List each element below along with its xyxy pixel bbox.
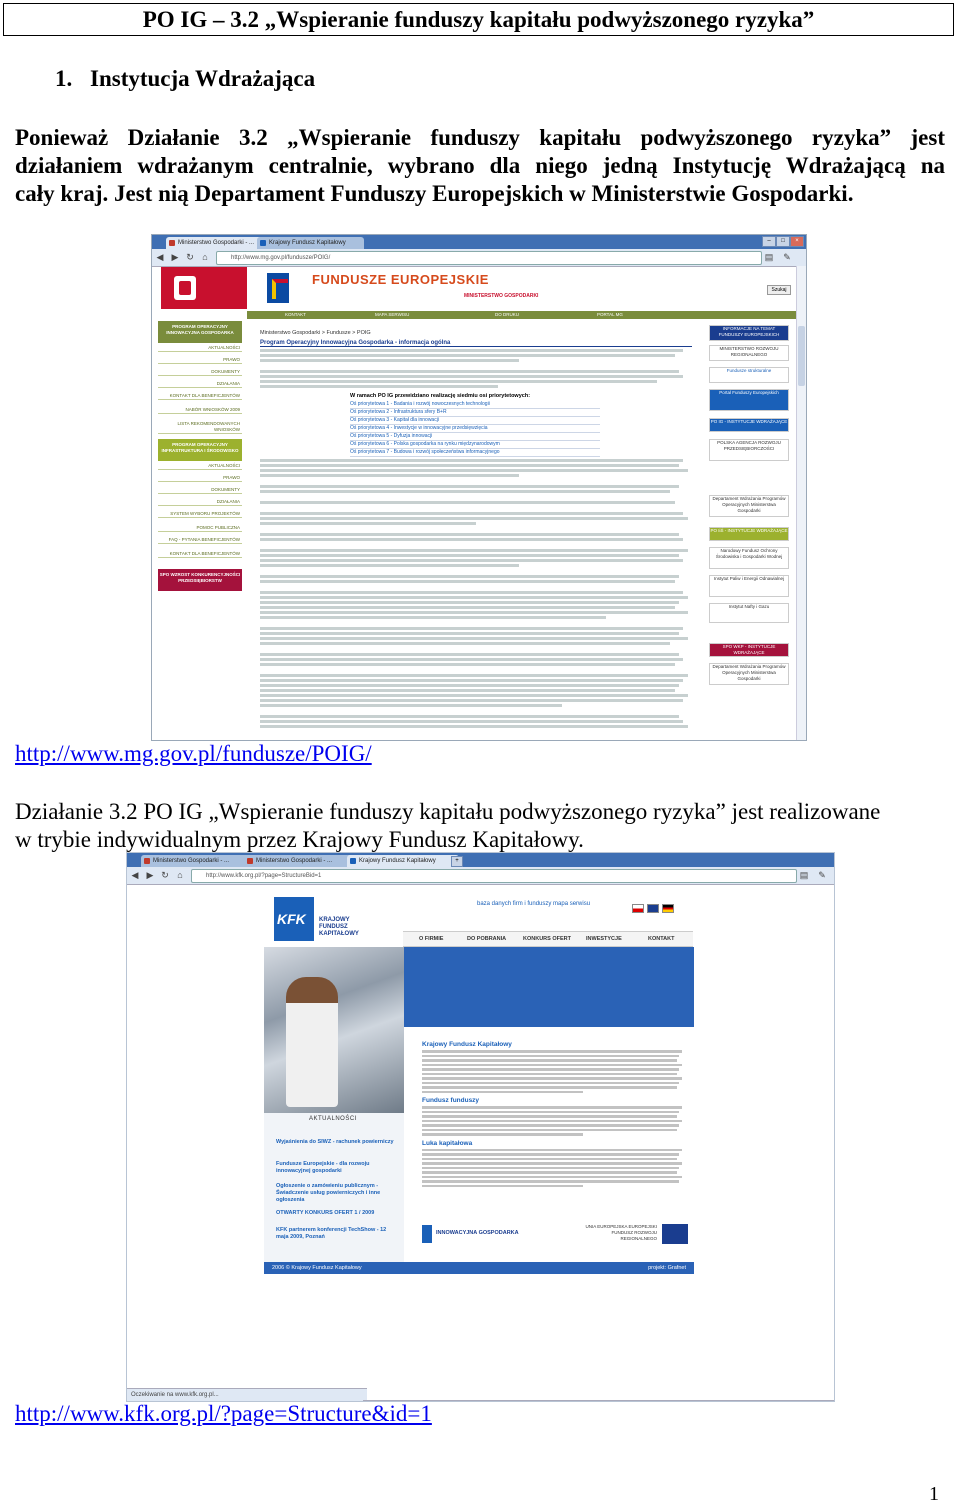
sidebar-banner[interactable]: Portal Funduszy Europejskich	[709, 389, 789, 411]
menu-item-investments[interactable]: INWESTYCJE	[586, 936, 622, 942]
kfk-content	[422, 1037, 690, 1189]
priority-link[interactable]: Oś priorytetowa 5 - Dyfuzja innowacji	[350, 433, 600, 441]
sidebar-banner[interactable]: POLSKA AGENCJA ROZWOJU PRZEDSIĘBIORCZOŚCI	[709, 439, 789, 461]
sidebar-item[interactable]: KONTAKT DLA BENEFICJENTÓW	[158, 551, 242, 558]
right-sidebar	[709, 325, 789, 740]
content-section-heading: Luka kapitałowa	[422, 1139, 473, 1147]
new-tab-icon[interactable]: +	[451, 856, 463, 867]
paragraph-line: w trybie indywidualnym przez Krajowy Fundusz Kapitałowy.	[15, 827, 584, 852]
browser-tab-bar	[152, 235, 806, 249]
language-flags	[632, 900, 677, 918]
menu-item-sitemap[interactable]: MAPA SERWISU	[375, 312, 410, 317]
kfk-footer	[264, 1262, 694, 1274]
browser-tab-bar	[127, 853, 834, 867]
sidebar-banner[interactable]: Instytut Nafty i Gazu	[709, 603, 789, 623]
top-menu	[247, 311, 797, 319]
browser-tab[interactable]: Ministerstwo Gospodarki - ...	[166, 237, 266, 249]
paragraph-kfk	[15, 798, 945, 854]
sidebar-item[interactable]: KONTAKT DLA BENEFICJENTÓW	[158, 393, 242, 400]
scrollbar[interactable]	[796, 266, 806, 740]
forward-icon[interactable]: ▶	[171, 252, 179, 262]
logo-left-text: INNOWACYJNA GOSPODARKA	[436, 1230, 519, 1236]
favicon-icon	[144, 858, 150, 864]
wrench-icon[interactable]: ✎	[818, 870, 826, 880]
sidebar-item[interactable]: PRAWO	[158, 475, 242, 482]
hero-banner	[404, 947, 694, 1027]
sidebar-banner[interactable]: Departament Wdrażania Programów Operacyjnych Ministerstwa Gospodarki	[709, 663, 789, 685]
reload-icon[interactable]: ↻	[186, 252, 194, 262]
news-item[interactable]: OTWARTY KONKURS OFERT 1 / 2009	[276, 1210, 375, 1216]
news-sidebar	[264, 1113, 404, 1269]
news-item[interactable]: Fundusze Europejskie - dla rozwoju innowacyjnej gospodarki	[276, 1161, 370, 1174]
forward-icon[interactable]: ▶	[146, 870, 154, 880]
screenshot-kfk-website	[127, 853, 834, 1401]
news-item[interactable]: Ogłoszenie o zamówieniu publicznym - Świadczenie usług powierniczych i inne ogłoszenia	[276, 1183, 381, 1203]
sidebar-banner[interactable]: PO IG - INSTYTUCJE WDRAŻAJĄCE	[709, 418, 789, 432]
address-bar[interactable]: http://www.kfk.org.pl/?page=StructureBid=1	[191, 869, 797, 883]
menu-item-downloads[interactable]: DO POBRANIA	[467, 936, 507, 942]
priority-link[interactable]: Oś priorytetowa 2 - Infrastruktura sfery B+R	[350, 409, 600, 417]
page-number: 1	[929, 1483, 939, 1505]
eagle-emblem-icon	[174, 276, 196, 300]
sidebar-item[interactable]: AKTUALNOŚCI	[158, 345, 242, 352]
ministry-name: MINISTERSTWO GOSPODARKI	[464, 293, 539, 299]
flag-de-icon[interactable]	[662, 904, 674, 913]
sidebar-item[interactable]: NABÓR WNIOSKÓW 2009	[158, 407, 242, 414]
link-kfk-url[interactable]: http://www.kfk.org.pl/?page=Structure&id=1	[15, 1401, 432, 1426]
home-icon[interactable]: ⌂	[202, 252, 208, 262]
minimize-icon[interactable]: –	[762, 236, 776, 247]
sidebar-section-heading[interactable]: PROGRAM OPERACYJNY INFRASTRUKTURA I ŚRODOWISKO	[158, 439, 242, 461]
section-heading	[55, 66, 315, 92]
priorities-heading: W ramach PO IG przewidziano realizację siedmiu osi priorytetowych:	[350, 393, 531, 399]
sidebar-item[interactable]: POMOC PUBLICZNA	[158, 525, 242, 532]
news-caption: AKTUALNOŚCI	[309, 1116, 357, 1122]
menu-item-tender[interactable]: KONKURS OFERT	[523, 936, 571, 942]
search-button[interactable]: Szukaj	[767, 285, 791, 295]
content-section-heading: Krajowy Fundusz Kapitałowy	[422, 1041, 512, 1048]
priority-link[interactable]: Oś priorytetowa 7 - Budowa i rozwój społeczeństwa informacyjnego	[350, 449, 600, 457]
link-mg-url[interactable]: http://www.mg.gov.pl/fundusze/POIG/	[15, 741, 372, 766]
sidebar-banner[interactable]: MINISTERSTWO ROZWOJU REGIONALNEGO	[709, 345, 789, 361]
footer-copyright: 2006 © Krajowy Fundusz Kapitałowy	[272, 1265, 362, 1271]
sidebar-banner[interactable]: Narodowy Fundusz Ochrony Środowiska i Gospodarki Wodnej	[709, 547, 789, 569]
wrench-icon[interactable]: ✎	[783, 252, 791, 262]
sidebar-section-heading[interactable]: SPO WZROST KONKURENCYJNOŚCI PRZEDSIĘBIORSTW	[158, 569, 242, 591]
favicon-icon	[350, 858, 356, 864]
menu-item-portal[interactable]: PORTAL MG	[597, 312, 623, 317]
section-number: 1.	[55, 66, 73, 91]
sidebar-item[interactable]: DZIAŁANIA	[158, 381, 242, 388]
back-icon[interactable]: ◀	[156, 252, 164, 262]
link-kfk[interactable]	[15, 1401, 432, 1427]
content-section-heading: Fundusz funduszy	[422, 1097, 480, 1104]
site-header	[152, 267, 797, 310]
main-content	[260, 330, 692, 740]
breadcrumb[interactable]: Ministerstwo Gospodarki > Fundusze > POIG	[260, 330, 371, 336]
flag-pl-icon[interactable]	[632, 904, 644, 913]
browser-tab[interactable]: Krajowy Fundusz Kapitałowy	[347, 855, 459, 867]
menu-item-contact[interactable]: KONTAKT	[285, 312, 306, 317]
sidebar-item[interactable]: SYSTEM WYBORU PROJEKTÓW	[158, 511, 242, 518]
paragraph-line: cały kraj. Jest nią Departament Funduszy Europejskich w Ministerstwie Gospodarki.	[15, 181, 854, 206]
sidebar-item[interactable]: DZIAŁANIA	[158, 499, 242, 506]
favicon-icon	[260, 240, 266, 246]
page-menu-icon[interactable]: ▤	[764, 252, 774, 262]
site-logo-text: FUNDUSZE EUROPEJSKIE	[312, 272, 489, 287]
innovative-economy-logo-icon	[422, 1225, 432, 1243]
sidebar-banner[interactable]: PO IiŚ - INSTYTUCJE WDRAŻAJĄCE	[709, 527, 789, 541]
priority-link[interactable]: Oś priorytetowa 6 - Polska gospodarka na rynku międzynarodowym	[350, 441, 600, 449]
back-icon[interactable]: ◀	[131, 870, 139, 880]
address-bar[interactable]: http://www.mg.gov.pl/fundusze/POIG/	[216, 251, 762, 265]
favicon-icon	[169, 240, 175, 246]
news-item[interactable]: KFK partnerem konferencji TechShow - 12 maja 2009, Poznań	[276, 1227, 387, 1240]
sidebar-banner[interactable]: Departament Wdrażania Programów Operacyjnych Ministerstwa Gospodarki	[709, 495, 789, 517]
ministry-logo-block	[161, 267, 247, 309]
document-title: PO IG – 3.2 „Wspieranie funduszy kapitału podwyższonego ryzyka”	[3, 3, 954, 36]
sidebar-item[interactable]: AKTUALNOŚCI	[158, 463, 242, 470]
paragraph-line: działaniem wdrażanym centralnie, wybrano dla niego jedną Instytucję Wdrażającą na	[15, 153, 945, 178]
logo-right-text: UNIA EUROPEJSKA EUROPEJSKI FUNDUSZ ROZWOJU REGIONALNEGO	[585, 1224, 657, 1241]
browser-tab[interactable]: Ministerstwo Gospodarki - ...	[244, 855, 356, 867]
browser-status-bar: Oczekiwanie na www.kfk.org.pl...	[127, 1388, 367, 1401]
browser-tab[interactable]: Ministerstwo Gospodarki - ...	[141, 855, 253, 867]
priority-link[interactable]: Oś priorytetowa 1 - Badania i rozwój nowoczesnych technologii	[350, 401, 600, 409]
link-mg[interactable]	[15, 741, 372, 767]
footer-credit[interactable]: projekt: Grafnet	[648, 1265, 686, 1271]
browser-toolbar	[152, 249, 806, 267]
news-item[interactable]: Wyjaśnienia do SIWZ - rachunek powierniczy	[276, 1139, 394, 1145]
priority-link[interactable]: Oś priorytetowa 4 - Inwestycje w innowacyjne przedsięwzięcia	[350, 425, 600, 433]
sidebar-item[interactable]: FAQ - PYTANIA BENEFICJENTÓW	[158, 537, 242, 544]
eu-flag-logo-icon	[267, 273, 289, 303]
sidebar-item[interactable]: PRAWO	[158, 357, 242, 364]
flag-en-icon[interactable]	[647, 904, 659, 913]
hero-photo	[264, 947, 404, 1113]
sidebar-banner[interactable]: Fundusze strukturalne	[709, 367, 789, 383]
screenshot-ministry-website	[152, 235, 806, 740]
content-heading: Program Operacyjny Innowacyjna Gospodarka - informacja ogólna	[260, 340, 692, 347]
kfk-main-menu	[403, 931, 693, 947]
reload-icon[interactable]: ↻	[161, 870, 169, 880]
eu-flag-icon	[662, 1224, 688, 1244]
sidebar-item[interactable]: DOKUMENTY	[158, 487, 242, 494]
priority-link[interactable]: Oś priorytetowa 3 - Kapitał dla innowacji	[350, 417, 600, 425]
menu-item-print[interactable]: DO DRUKU	[495, 312, 520, 317]
sidebar-banner[interactable]: INFORMACJE NA TEMAT FUNDUSZY EUROPEJSKICH	[709, 325, 789, 341]
page-menu-icon[interactable]: ▤	[799, 870, 809, 880]
section-title: Instytucja Wdrażająca	[90, 66, 316, 91]
favicon-icon	[247, 858, 253, 864]
priorities-list	[260, 401, 692, 457]
sidebar-banner[interactable]: Instytut Paliw i Energii Odnawialnej	[709, 575, 789, 597]
sidebar-item[interactable]: DOKUMENTY	[158, 369, 242, 376]
left-sidebar	[158, 321, 242, 740]
close-icon[interactable]: ×	[790, 236, 804, 247]
browser-toolbar	[127, 867, 834, 885]
paragraph-implementing-institution	[15, 124, 945, 208]
top-links[interactable]: baza danych firm i funduszy mapa serwisu	[477, 901, 591, 907]
browser-tab[interactable]: Krajowy Fundusz Kapitałowy	[257, 237, 364, 249]
scroll-thumb[interactable]	[798, 326, 805, 386]
sidebar-banner[interactable]: SPO WKP - INSTYTUCJE WDRAŻAJĄCE	[709, 643, 789, 657]
businesswoman-photo	[286, 977, 338, 1107]
menu-item-contact[interactable]: KONTAKT	[648, 936, 675, 942]
kfk-logo-icon	[274, 897, 314, 941]
paragraph-line: Ponieważ Działanie 3.2 „Wspieranie funduszy kapitału podwyższonego ryzyka” jest	[15, 125, 945, 150]
sidebar-section-heading[interactable]: PROGRAM OPERACYJNY INNOWACYJNA GOSPODARKA	[158, 321, 242, 343]
sidebar-item[interactable]: LISTA REKOMENDOWANYCH WNIOSKÓW	[158, 421, 242, 434]
kfk-brand-name: KRAJOWY FUNDUSZ KAPITAŁOWY	[319, 917, 359, 937]
menu-item-about[interactable]: O FIRMIE	[419, 936, 444, 942]
eu-logos	[422, 1221, 692, 1249]
paragraph-line: Działanie 3.2 PO IG „Wspieranie funduszy kapitału podwyższonego ryzyka” jest realizowane	[15, 799, 881, 824]
maximize-icon[interactable]: □	[776, 236, 790, 247]
content-text-block	[260, 459, 692, 728]
home-icon[interactable]: ⌂	[177, 870, 183, 880]
